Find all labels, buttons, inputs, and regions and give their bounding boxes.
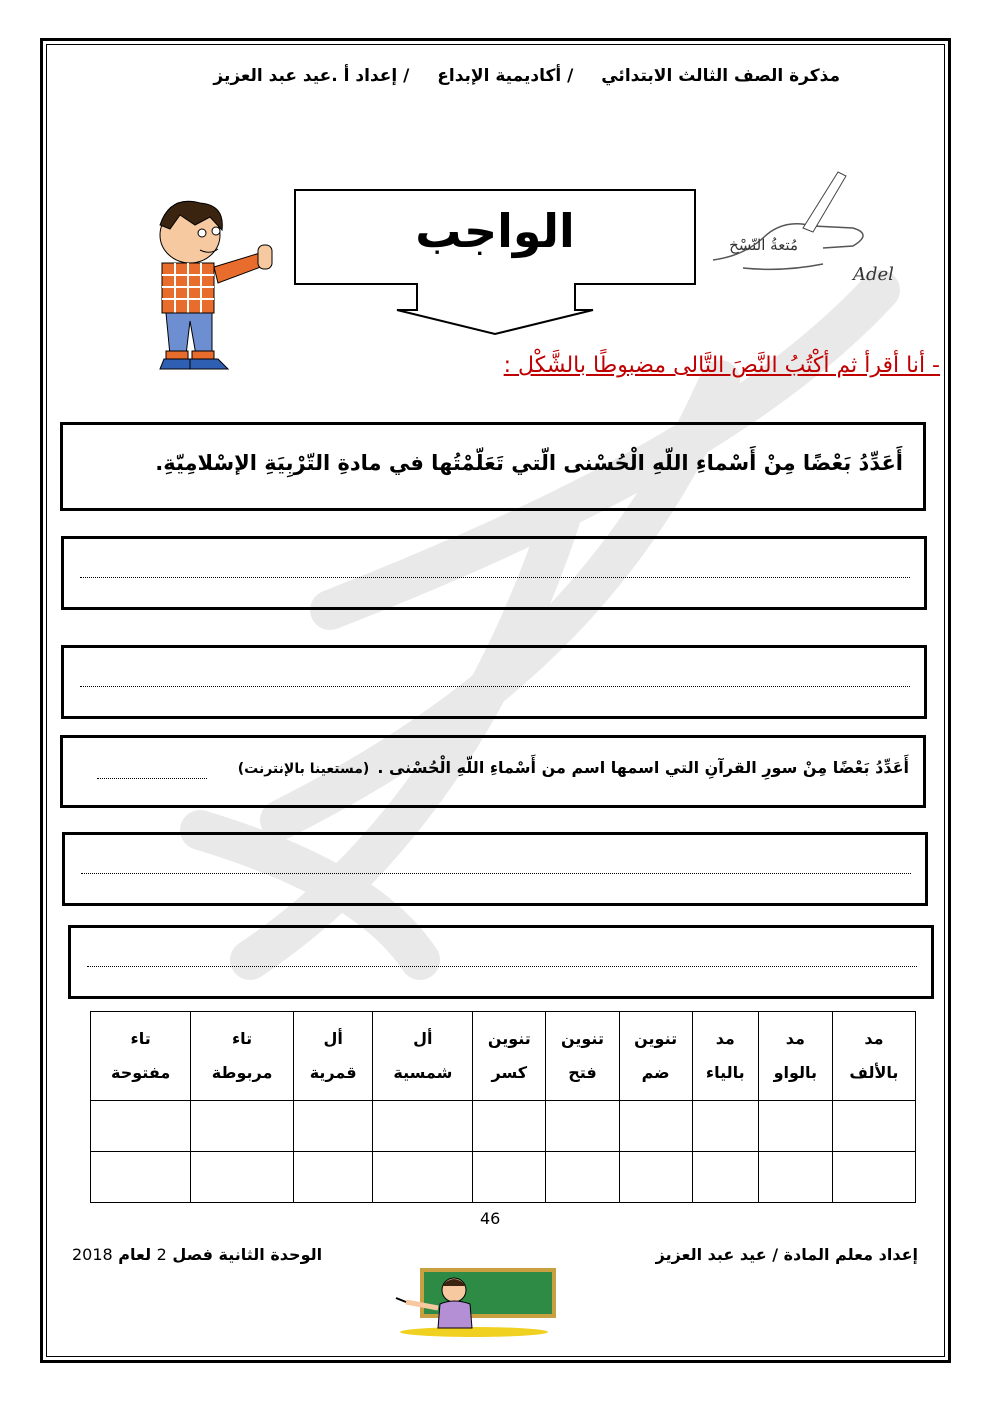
table-cell[interactable] <box>832 1152 915 1203</box>
question2-box <box>60 735 926 808</box>
hand-caption: مُتعةُ النّسْخ <box>729 236 798 254</box>
instruction-text: - أنا أقرأ ثم أكْتُبُ النَّصَ التَّالى مضبوطًا بالشَّكْل : <box>503 353 940 378</box>
table-cell[interactable] <box>473 1101 546 1152</box>
table-cell[interactable] <box>692 1101 758 1152</box>
page-number: 46 <box>480 1209 501 1228</box>
table-cell[interactable] <box>373 1101 473 1152</box>
footer-semester: 2 <box>156 1245 167 1264</box>
question2-note: (مستعينا بالإنترنت) <box>237 761 370 777</box>
table-cell[interactable] <box>191 1101 294 1152</box>
answer-box-3[interactable] <box>62 832 928 906</box>
page-title: الواجب <box>415 204 575 258</box>
page-header <box>150 66 840 86</box>
table-row <box>91 1101 916 1152</box>
table-cell[interactable] <box>546 1101 619 1152</box>
footer-unit-text: الوحدة الثانية فصل <box>172 1245 323 1264</box>
header-academy: / أكاديمية الإبداع <box>437 66 574 86</box>
table-cell[interactable] <box>473 1152 546 1203</box>
table-row <box>91 1152 916 1203</box>
table-cell[interactable] <box>91 1152 191 1203</box>
table-header-row <box>91 1012 916 1101</box>
table-header-cell: أل قمرية <box>293 1012 373 1101</box>
answer-line <box>80 686 910 687</box>
question1-box <box>60 422 926 511</box>
footer-unit <box>72 1245 322 1264</box>
teacher-illustration <box>392 1268 556 1338</box>
table-cell[interactable] <box>293 1152 373 1203</box>
answer-line <box>80 577 910 578</box>
table-header-cell: أل شمسية <box>373 1012 473 1101</box>
table-cell[interactable] <box>91 1101 191 1152</box>
table-cell[interactable] <box>191 1152 294 1203</box>
spelling-table <box>90 1011 916 1203</box>
table-cell[interactable] <box>546 1152 619 1203</box>
hand-signature: Adel <box>853 264 894 285</box>
answer-box-4[interactable] <box>68 925 934 999</box>
question1-text: أَعَدِّدُ بَعْضًا مِنْ أَسْماءِ اللّهِ الْحُسْنى الّتي تَعَلّمْتُها في مادةِ التّرْبِيَةِ الإسْلامِيّةِ. <box>155 451 903 475</box>
answer-box-1[interactable] <box>61 536 927 610</box>
question2-underline <box>97 778 207 779</box>
title-callout <box>293 188 697 286</box>
answer-box-2[interactable] <box>61 645 927 719</box>
table-cell[interactable] <box>293 1101 373 1152</box>
table-header-cell: تاء مفتوحة <box>91 1012 191 1101</box>
hand-pen-illustration <box>703 168 928 288</box>
table-cell[interactable] <box>373 1152 473 1203</box>
table-header-cell: تنوين فتح <box>546 1012 619 1101</box>
table-cell[interactable] <box>832 1101 915 1152</box>
table-header-cell: تنوين كسر <box>473 1012 546 1101</box>
table-header-cell: مد بالواو <box>758 1012 832 1101</box>
table-cell[interactable] <box>758 1101 832 1152</box>
table-header-cell: مد بالياء <box>692 1012 758 1101</box>
header-grade: مذكرة الصف الثالث الابتدائي <box>601 66 840 86</box>
footer-year-label: لعام <box>118 1245 152 1264</box>
answer-line <box>81 873 911 874</box>
table-cell[interactable] <box>619 1152 692 1203</box>
table-header-cell: تاء مربوطة <box>191 1012 294 1101</box>
answer-line <box>87 966 917 967</box>
boy-illustration <box>140 195 290 375</box>
table-cell[interactable] <box>758 1152 832 1203</box>
question2-main: أَعَدِّدُ بَعْضًا مِنْ سورِ القرآنِ التي اسمها اسم من أَسْماءِ اللّهِ الْحُسْنى . <box>377 758 909 777</box>
table-header-cell: تنوين ضم <box>619 1012 692 1101</box>
header-author: / إعداد أ .عيد عبد العزيز <box>213 66 410 86</box>
footer-year: 2018 <box>72 1245 113 1264</box>
footer-author: إعداد معلم المادة / عيد عبد العزيز <box>655 1245 918 1264</box>
table-header-cell: مد بالألف <box>832 1012 915 1101</box>
question2-text <box>238 758 909 777</box>
table-cell[interactable] <box>692 1152 758 1203</box>
table-cell[interactable] <box>619 1101 692 1152</box>
